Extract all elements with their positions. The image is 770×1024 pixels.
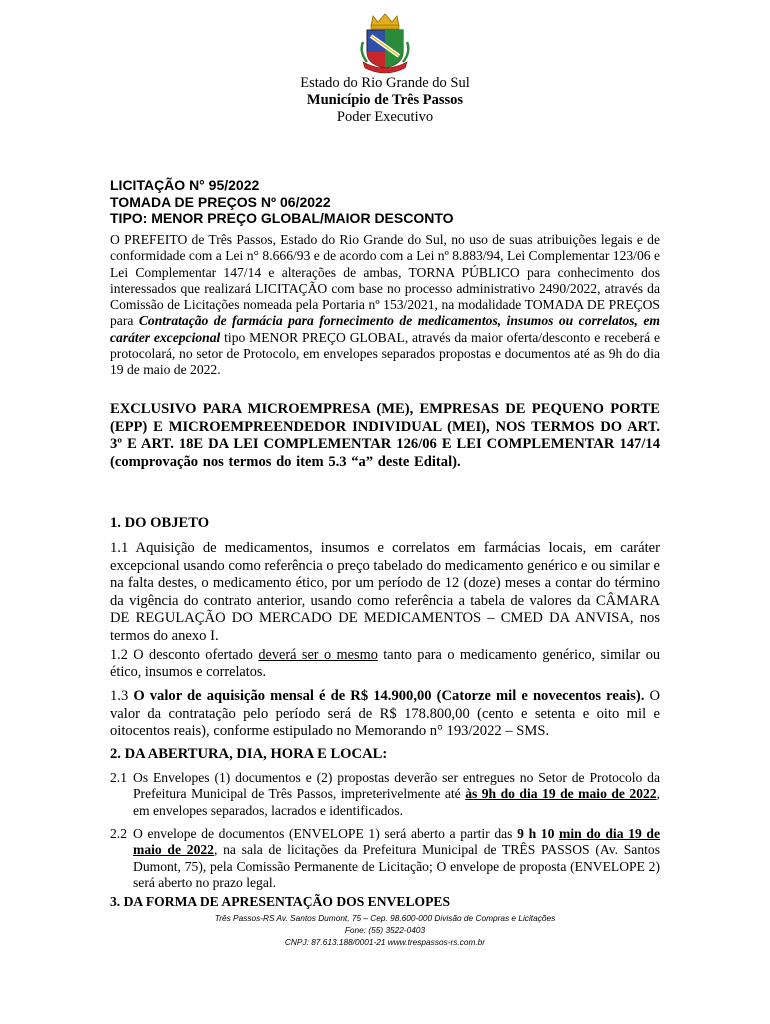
intro-paragraph <box>110 232 660 379</box>
footer-cnpj: CNPJ: 87.613.188/0001-21 www.trespassos-rs.com.br <box>284 937 486 947</box>
item-2-1-number: 2.1 <box>110 770 127 785</box>
p12-text-a: 1.2 O desconto ofertado <box>110 647 259 663</box>
section-2-heading: 2. DA ABERTURA, DIA, HORA E LOCAL: <box>110 746 388 762</box>
i22-time: 9 h 10 <box>517 826 560 841</box>
footer-address: Três Passos-RS Av. Santos Dumont, 75 – Cep. 98.600-000 Divisão de Compras e Licitações <box>214 913 556 923</box>
coat-of-arms-icon <box>357 12 413 74</box>
item-2-2-number: 2.2 <box>110 826 127 841</box>
p13-monthly-value: O valor de aquisição mensal é de R$ 14.900,00 (Catorze mil e novecentos reais). <box>133 688 645 704</box>
item-2-1 <box>110 770 660 819</box>
title-licitacao: LICITAÇÃO N° 95/2022 <box>110 177 260 193</box>
p13-text: O valor da contratação pelo período será de R$ 178.800,00 (cento e setenta e oito mil e oitocentos reais), conforme estipulado no Memorando n° 193/2022 – SMS. <box>110 688 660 740</box>
section-1-heading: 1. DO OBJETO <box>110 515 210 531</box>
intro-text-a: O PREFEITO de Três Passos, Estado do Rio Grande do Sul, no uso de suas atribuições legais e de conformidade com a Lei n° 8.666/93 e de acordo com a Lei nº 8.883/94, Lei Complementar 123/06 e Lei Complementar 147/14 e alterações de ambas, TORNA PÚBLICO para conhecimento dos interessados que realizará LICITAÇÃO com base no processo administrativo 2490/2022, através da Comissão de Licitações nomeada pela Portaria nº 153/2021, na modalidade TOMADA DE PREÇOS para <box>110 232 660 329</box>
footer-phone: Fone: (55) 3522-0403 <box>344 925 426 935</box>
p12-text-b: tanto para o medicamento genérico, similar ou ético, insumos e correlatos. <box>110 647 660 681</box>
header-municipality: Município de Três Passos <box>306 92 464 108</box>
paragraph-1-1: 1.1 Aquisição de medicamentos, insumos e correlatos em farmácias locais, em caráter excepcional usando como referência o preço tabelado do medicamento genérico e ou similar e na falta destes, o medicamento ético, por um período de 12 (doze) meses a contar do término da vigência do contrato anterior, usando como referência a tabela de valores da CÂMARA DE REGULAÇÃO DO MERCADO DE MEDICAMENTOS – CMED DA ANVISA, nos termos do anexo I. <box>110 540 660 644</box>
header-state: Estado do Rio Grande do Sul <box>300 75 470 91</box>
p12-underlined: deverá ser o mesmo <box>258 647 378 663</box>
section-3-heading: 3. DA FORMA DE APRESENTAÇÃO DOS ENVELOPES <box>110 894 451 909</box>
i22-date: min do dia 19 de maio de 2022 <box>133 826 661 858</box>
p13-number: 1.3 <box>110 688 134 704</box>
paragraph-1-3 <box>110 688 660 741</box>
exclusive-notice: EXCLUSIVO PARA MICROEMPRESA (ME), EMPRESAS DE PEQUENO PORTE (EPP) E MICROEMPREENDEDOR INDIVIDUAL (MEI), NOS TERMOS DO ART. 3º E ART. 18E DA LEI COMPLEMENTAR 126/06 E LEI COMPLEMENTAR 147/14 (comprovação nos termos do item 5.3 “a” deste Edital). <box>110 401 660 470</box>
i22-text-a: O envelope de documentos (ENVELOPE 1) será aberto a partir das <box>133 826 518 841</box>
i21-deadline: às 9h do dia 19 de maio de 2022 <box>465 786 657 802</box>
intro-text-c: tipo MENOR PREÇO GLOBAL, através da maior oferta/desconto e receberá e protocolará, no setor de Protocolo, em envelopes separados propostas e documentos até as 9h do dia 19 de maio de 2022. <box>110 329 660 378</box>
i21-text-a: Os Envelopes (1) documentos e (2) propostas deverão ser entregues no Setor de Protocolo da Prefeitura Municipal de Três Passos, impreterivelmente até <box>133 770 660 802</box>
item-2-2-text <box>133 826 660 892</box>
paragraph-1-2 <box>110 647 660 682</box>
title-tomada: TOMADA DE PREÇOS Nº 06/2022 <box>110 193 331 210</box>
item-2-2 <box>110 826 660 892</box>
document-titles <box>110 177 670 227</box>
intro-object: Contratação de farmácia para fornecimento de medicamentos, insumos ou correlatos, em caráter excepcional <box>110 313 660 345</box>
header-branch: Poder Executivo <box>336 109 434 125</box>
i22-text-b: , na sala de licitações da Prefeitura Municipal de TRÊS PASSOS (Av. Santos Dumont, 75), pela Comissão Permanente de Licitação; O envelope de proposta (ENVELOPE 2) será aberto no prazo legal. <box>133 842 661 891</box>
item-2-1-text <box>133 770 660 819</box>
title-tipo: TIPO: MENOR PREÇO GLOBAL/MAIOR DESCONTO <box>110 210 454 226</box>
i21-text-b: , em envelopes separados, lacrados e identificados. <box>133 786 660 818</box>
